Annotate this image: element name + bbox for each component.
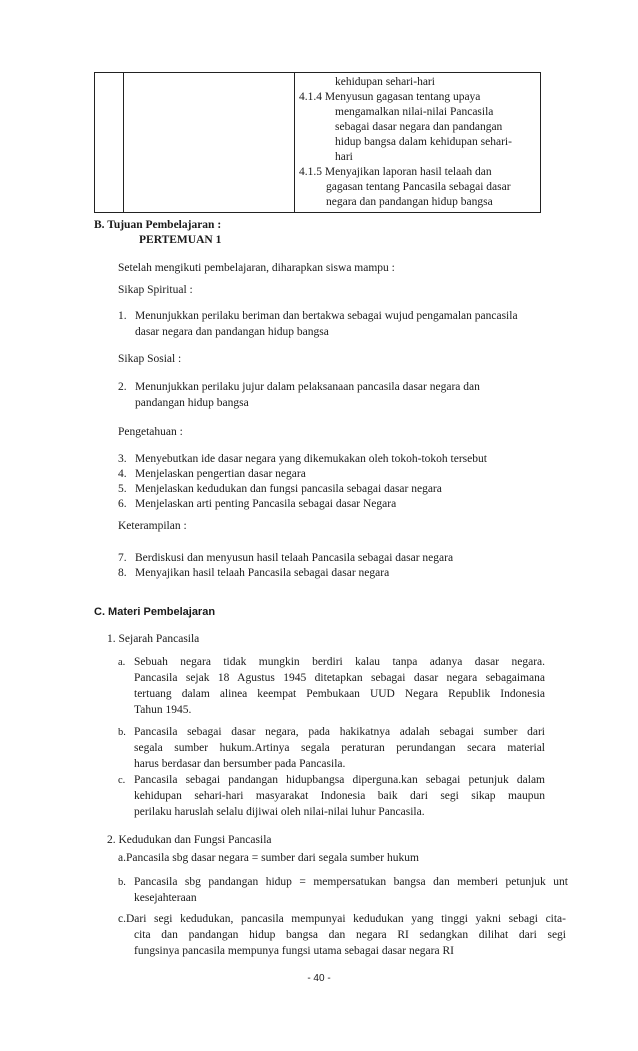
list-number: 2. [118,381,127,393]
list-item [118,380,566,412]
text-line: Tahun 1945. [134,704,192,716]
list-text: Menjelaskan kedudukan dan fungsi pancasila sebagai dasar negara [135,483,442,495]
list-item [118,482,568,497]
table-text-line: hari [335,151,353,163]
table-text-line: mengamalkan nilai-nilai Pancasila [335,106,494,118]
knowledge-list [118,452,568,512]
text-line: Pancasila sejak 18 Agustus 1945 ditetapkan sebagai dasar negara sebagaimana [134,672,545,684]
knowledge-label: Pengetahuan : [118,426,183,438]
competency-table [94,72,541,213]
list-number: 5. [118,483,127,495]
text-line: perilaku haruslah selalu dijiwai oleh nilai-nilai luhur Pancasila. [134,806,425,818]
list-text-line: Menunjukkan perilaku jujur dalam pelaksanaan pancasila dasar negara dan [135,381,480,393]
list-text: Menyebutkan ide dasar negara yang dikemukakan oleh tokoh-tokoh tersebut [135,453,487,465]
subsection-1-title: 1. Sejarah Pancasila [107,633,200,645]
list-number: 6. [118,498,127,510]
text-line: Pancasila sebagai dasar negara, pada hakikatnya adalah sebagai sumber dari [134,726,545,738]
list-letter: b. [118,877,126,888]
intro-text: Setelah mengikuti pembelajaran, diharapkan siswa mampu : [118,262,395,274]
page-number: - 40 - [307,973,331,984]
list-item [118,452,568,467]
list-item [118,467,568,482]
list-item [118,551,568,566]
text-line: kesejahteraan [134,892,197,904]
list-number: 4. [118,468,127,480]
paragraph-2c [118,912,566,960]
list-item-a [118,655,545,719]
table-text-line: 4.1.5 Menyajikan laporan hasil telaah dan [299,166,492,178]
skills-list [118,551,568,581]
list-text-line: pandangan hidup bangsa [135,397,249,409]
paragraph-2b [134,875,568,907]
list-text-line: dasar negara dan pandangan hidup bangsa [135,326,329,338]
list-item-2b [118,875,568,907]
text-line: harus berdasar dan bersumber pada Pancasila. [134,758,346,770]
paragraph-c [134,773,545,821]
text-line: segala sumber hukum.Artinya segala peraturan perundangan secara material [134,742,545,754]
list-item-b [118,725,545,773]
paragraph-b [134,725,545,773]
subsection-2-item-a: a.Pancasila sbg dasar negara = sumber dari segala sumber hukum [118,852,419,864]
text-line: kehidupan sehari-hari masyarakat Indonesia baik dari segi sikap maupun [134,790,545,802]
list-item-c [118,773,545,821]
text-line: Sebuah negara tidak mungkin berdiri kalau tanpa adanya dasar negara. [134,656,545,668]
list-letter: b. [118,727,126,738]
table-text-line: kehidupan sehari-hari [335,76,435,88]
list-text: Berdiskusi dan menyusun hasil telaah Pancasila sebagai dasar negara [135,552,454,564]
subsection-2-title: 2. Kedudukan dan Fungsi Pancasila [107,834,272,846]
text-line: Pancasila sbg pandangan hidup = mempersatukan bangsa dan memberi petunjuk unt [134,876,568,888]
list-number: 1. [118,310,127,322]
text-line: c.Dari segi kedudukan, pancasila mempunyai kedudukan yang tinggi yakni sebagi cita- [118,913,566,925]
table-text-line: gagasan tentang Pancasila sebagai dasar [326,181,511,193]
table-text-line: negara dan pandangan hidup bangsa [326,196,493,208]
list-letter: c. [118,775,126,786]
table-text-line: hidup bangsa dalam kehidupan sehari- [335,136,512,148]
spiritual-label: Sikap Spiritual : [118,284,193,296]
table-cell-empty-1 [95,73,124,213]
list-item [118,309,566,341]
table-cell-empty-2 [124,73,295,213]
text-line: fungsinya pancasila mempunya fungsi utama sebagai dasar negara RI [134,945,454,957]
list-number: 8. [118,567,127,579]
list-text: Menyajikan hasil telaah Pancasila sebagai dasar negara [135,567,390,579]
list-number: 3. [118,453,127,465]
skills-label: Keterampilan : [118,520,187,532]
text-line: cita dan pandangan hidup bangsa dan negara RI sedangkan dilihat dari segi [134,929,566,941]
list-item [118,497,568,512]
text-line: tertuang dalam alinea keempat Pembukaan UUD Negara Republik Indonesia [134,688,545,700]
list-text: Menjelaskan pengertian dasar negara [135,468,306,480]
list-text: Menjelaskan arti penting Pancasila sebagai dasar Negara [135,498,397,510]
social-label: Sikap Sosial : [118,353,182,365]
meeting-title: PERTEMUAN 1 [139,234,222,246]
list-text-line: Menunjukkan perilaku beriman dan bertakwa sebagai wujud pengamalan pancasila [135,310,518,322]
section-b-title: B. Tujuan Pembelajaran : [94,219,222,231]
list-item [118,566,568,581]
text-line: Pancasila sebagai pandangan hidupbangsa diperguna.kan sebagai petunjuk dalam [134,774,545,786]
paragraph-a [134,655,545,719]
table-cell-competency [295,73,541,213]
table-text-line: sebagai dasar negara dan pandangan [335,121,503,133]
list-number: 7. [118,552,127,564]
table-text-line: 4.1.4 Menyusun gagasan tentang upaya [299,91,481,103]
section-c-title: C. Materi Pembelajaran [94,606,216,618]
list-letter: a. [118,657,126,668]
